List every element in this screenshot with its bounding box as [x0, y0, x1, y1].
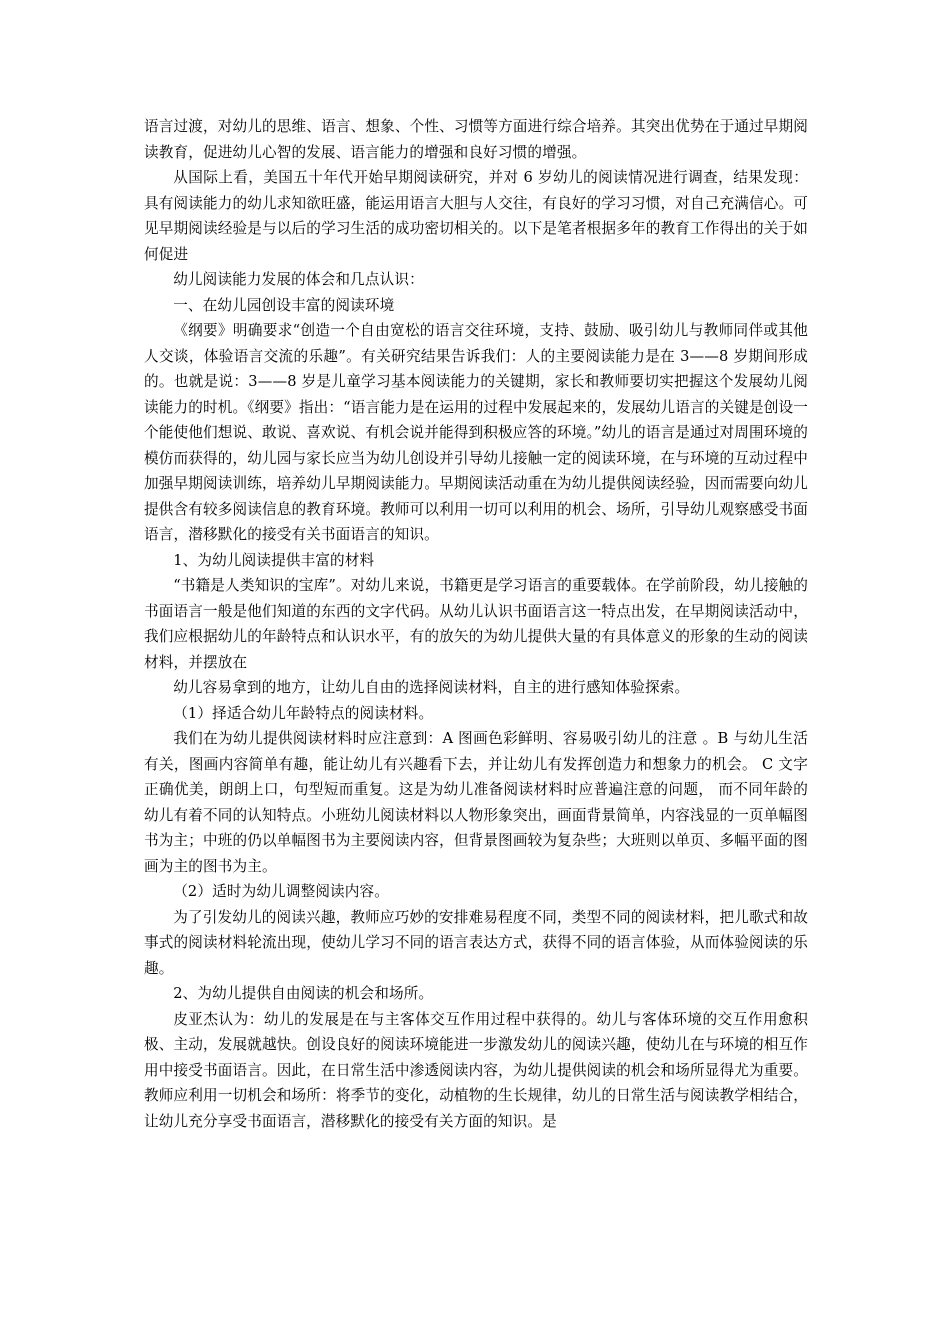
subsection-heading: 2、为幼儿提供自由阅读的机会和场所。 — [173, 985, 434, 1002]
paragraph: 语言过渡，对幼儿的思维、语言、想象、个性、习惯等方面进行综合培养。其突出优势在于通过早期阅读教育，促进幼儿心智的发展、语言能力的增强和良好习惯的增强。 — [144, 118, 808, 161]
item-heading: （2）适时为幼儿调整阅读内容。 — [173, 883, 390, 900]
paragraph: 《纲要》明确要求“创造一个自由宽松的语言交往环境，支持、鼓励、吸引幼儿与教师同伴或其他人交谈，体验语言交流的乐趣”。有关研究结果告诉我们：人的主要阅读能力是在 3——8 岁期间形成的。也就是说：3——8 岁是儿童学习基本阅读能力的关键期，家长和教师要切实把握这个发展幼儿阅读能力的时机。《纲要》指出：“语言能力是在运用的过程中发展起来的，发展幼儿语言的关键是创设一个能使他们想说、敢说、喜欢说、有机会说并能得到积极应答的环境。”幼儿的语言是通过对周围环境的模仿而获得的，幼儿园与家长应当为幼儿创设并引导幼儿接触一定的阅读环境，在与环境的互动过程中加强早期阅读训练，培养幼儿早期阅读能力。早期阅读活动重在为幼儿提供阅读经验，因而需要向幼儿提供含有较多阅读信息的教育环境。教师可以利用一切可以利用的机会、场所，引导幼儿观察感受书面语言，潜移默化的接受有关书面语言的知识。 — [144, 322, 808, 543]
document-body — [144, 114, 808, 1134]
section-heading: 一、在幼儿园创设丰富的阅读环境 — [173, 296, 395, 314]
paragraph: 幼儿阅读能力发展的体会和几点认识： — [173, 271, 424, 288]
paragraph: 皮亚杰认为：幼儿的发展是在与主客体交互作用过程中获得的。幼儿与客体环境的交互作用愈积极、主动，发展就越快。创设良好的阅读环境能进一步激发幼儿的阅读兴趣，使幼儿在与环境的相互作用中接受书面语言。因此，在日常生活中渗透阅读内容，为幼儿提供阅读的机会和场所显得尤为重要。教师应利用一切机会和场所：将季节的变化，动植物的生长规律，幼儿的日常生活与阅读教学相结合，让幼儿充分享受书面语言，潜移默化的接受有关方面的知识。是 — [144, 1010, 808, 1130]
paragraph: 为了引发幼儿的阅读兴趣，教师应巧妙的安排难易程度不同，类型不同的阅读材料，把儿歌式和故事式的阅读材料轮流出现，使幼儿学习不同的语言表达方式，获得不同的语言体验，从而体验阅读的乐趣。 — [144, 908, 808, 977]
paragraph: 从国际上看，美国五十年代开始早期阅读研究，并对 6 岁幼儿的阅读情况进行调查，结果发现：具有阅读能力的幼儿求知欲旺盛，能运用语言大胆与人交往，有良好的学习习惯，对自己充满信心。可见早期阅读经验是与以后的学习生活的成功密切相关的。以下是笔者根据多年的教育工作得出的关于如何促进 — [144, 169, 808, 263]
paragraph: 幼儿容易拿到的地方，让幼儿自由的选择阅读材料，自主的进行感知体验探索。 — [173, 679, 690, 696]
item-heading: （1）择适合幼儿年龄特点的阅读材料。 — [173, 704, 434, 722]
subsection-heading: 1、为幼儿阅读提供丰富的材料 — [173, 551, 375, 569]
paragraph: 我们在为幼儿提供阅读材料时应注意到：A 图画色彩鲜明、容易吸引幼儿的注意 。B 与幼儿生活有关，图画内容简单有趣，能让幼儿有兴趣看下去，并让幼儿有发挥创造力和想象力的机会。 C 文字正确优美，朗朗上口，句型短而重复。这是为幼儿准备阅读材料时应普遍注意的问题， 而不同年龄的幼儿有着不同的认知特点。小班幼儿阅读材料以人物形象突出，画面背景简单，内容浅显的一页单幅图书为主；中班的仍以单幅图书为主要阅读内容，但背景图画较为复杂些；大班则以单页、多幅平面的图画为主的图书为主。 — [144, 730, 808, 875]
paragraph: “书籍是人类知识的宝库”。对幼儿来说，书籍更是学习语言的重要载体。在学前阶段，幼儿接触的书面语言一般是他们知道的东西的文字代码。从幼儿认识书面语言这一特点出发，在早期阅读活动中，我们应根据幼儿的年龄特点和认识水平，有的放矢的为幼儿提供大量的有具体意义的形象的生动的阅读材料，并摆放在 — [144, 577, 808, 671]
